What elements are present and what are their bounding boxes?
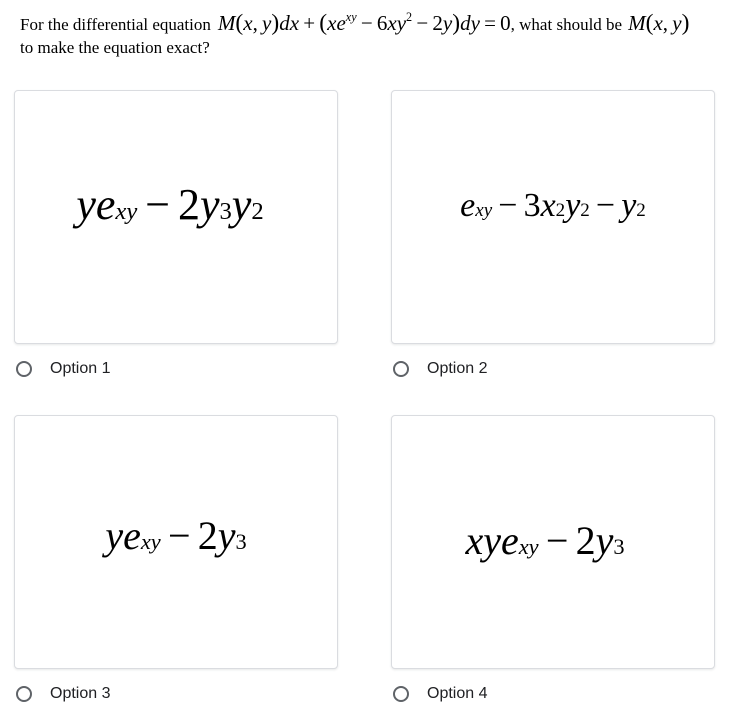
question-line-2: to make the equation exact? (20, 38, 210, 57)
question-middle: , what should be (510, 15, 623, 34)
option-1-label: Option 1 (50, 360, 111, 377)
option-2-card[interactable] (391, 90, 715, 344)
question-text (20, 6, 726, 58)
option-3-choice[interactable] (16, 682, 110, 706)
differential-equation: M(x, $y)dx + (xe^{xy} - 6xy^2 - 2y)dy = 0$ (217, 10, 511, 36)
option-4-label: Option 4 (427, 685, 488, 702)
option-1-choice[interactable] (16, 357, 110, 381)
option-2-expression: e xy − 3 x 2 y 2 − y 2 (460, 187, 646, 224)
option-4-choice[interactable] (393, 682, 487, 706)
option-3-label: Option 3 (50, 685, 111, 702)
option-4-expression: xye xy − 2 y 3 (465, 518, 625, 563)
option-2-choice[interactable] (393, 357, 487, 381)
option-3-expression: ye xy − 2 y 3 (105, 513, 247, 558)
option-4-radio[interactable] (393, 686, 409, 702)
option-4-card[interactable] (391, 415, 715, 669)
option-1-expression: ye xy − 2 y 3 y 2 (76, 180, 264, 229)
option-2-label: Option 2 (427, 360, 488, 377)
option-3-radio[interactable] (16, 686, 32, 702)
unknown-function: M(x, y) (628, 10, 690, 36)
option-3-card[interactable] (14, 415, 338, 669)
option-1-radio[interactable] (16, 361, 32, 377)
question-prefix: For the differential equation (20, 15, 211, 34)
option-1-card[interactable] (14, 90, 338, 344)
question-line-1 (20, 6, 726, 40)
option-2-radio[interactable] (393, 361, 409, 377)
